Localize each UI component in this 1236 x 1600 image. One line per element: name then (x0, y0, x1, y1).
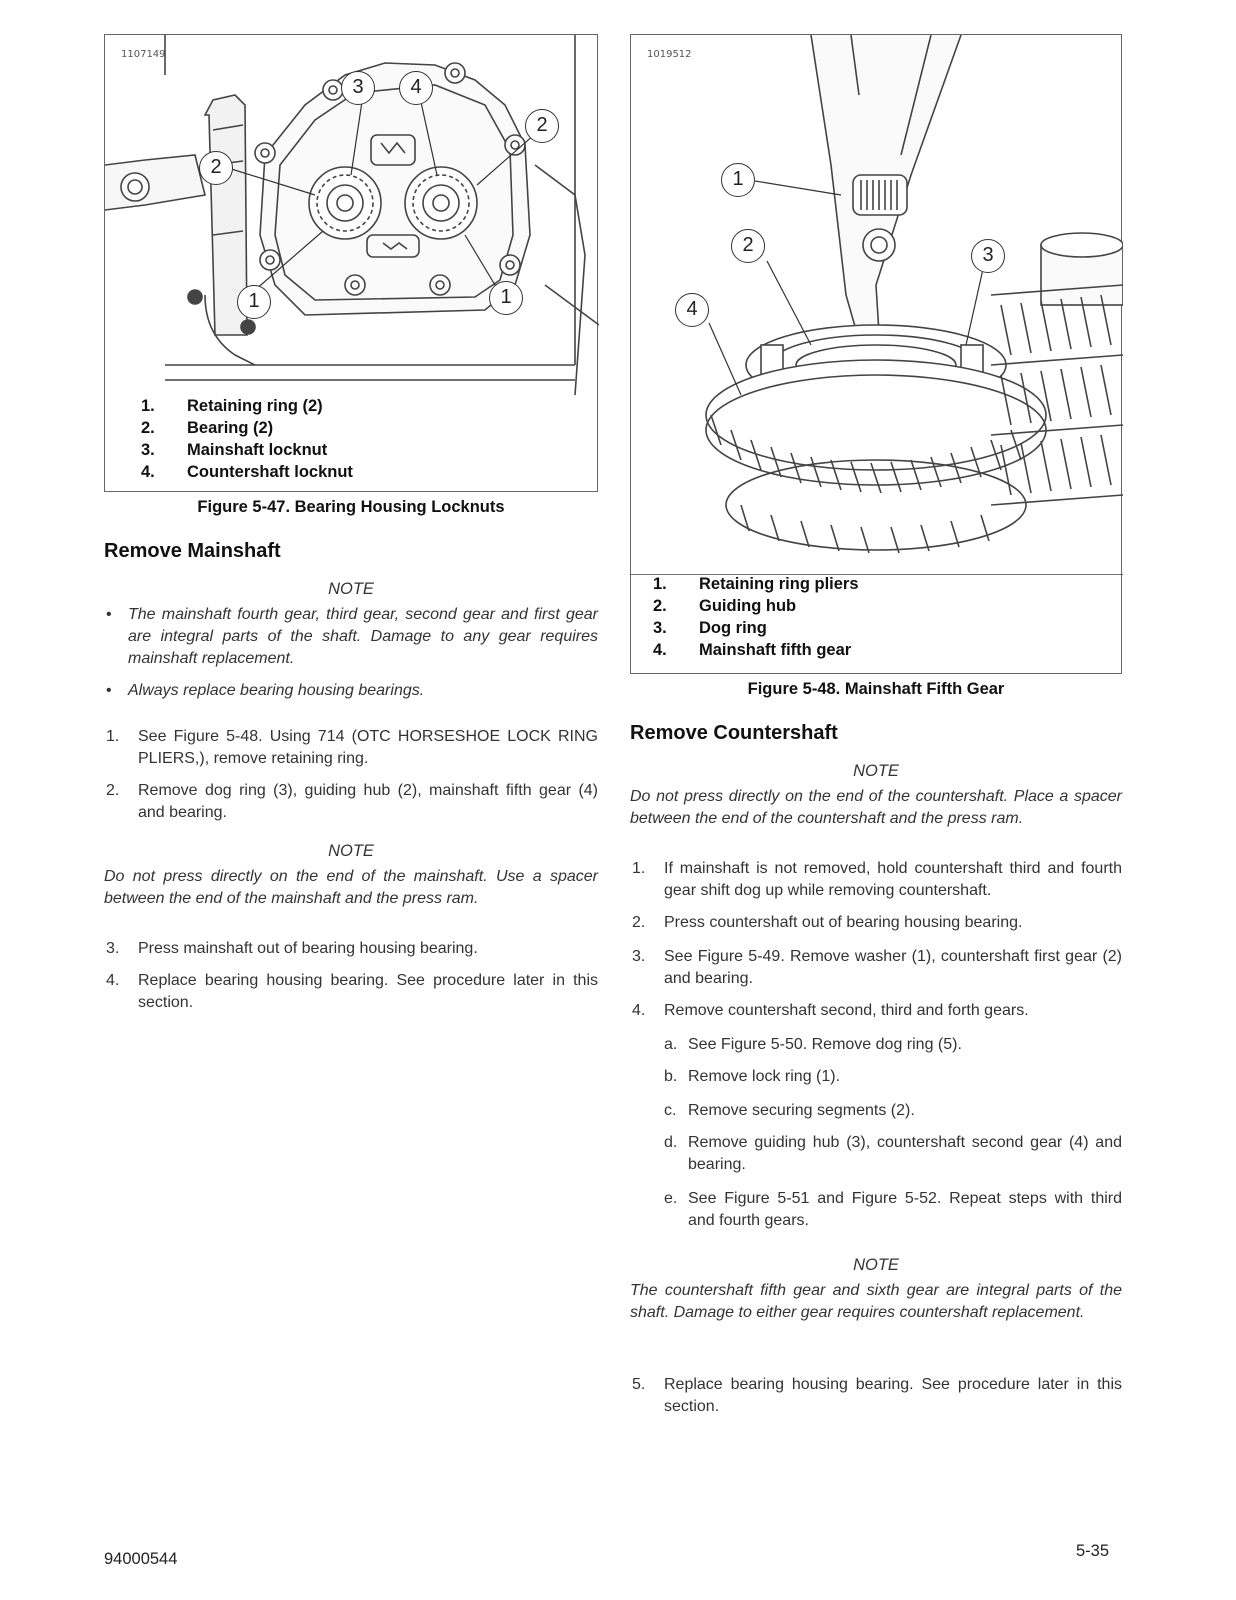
figure-5-47-legend (141, 395, 581, 483)
remove-countershaft-heading: Remove Countershaft (630, 722, 838, 744)
legend-item: 3. Mainshaft locknut (141, 441, 328, 459)
figure-id: 1019512 (647, 49, 692, 60)
page-number: 5-35 (1076, 1542, 1110, 1560)
legend-item: 2. Bearing (2) (141, 419, 274, 437)
step-item: 5. Replace bearing housing bearing. See procedure later in this section. (632, 1376, 1122, 1415)
step-item: 4. Remove countershaft second, third and forth gears. (632, 1002, 1029, 1019)
figure-id: 1107149 (121, 49, 166, 60)
note-bullet: • The mainshaft fourth gear, third gear, second gear and first gear are integral parts of the shaft. Damage to any gear requires mainshaft replacement. (106, 606, 598, 667)
legend-item: 1. Retaining ring (2) (141, 397, 323, 415)
note-title: NOTE (328, 842, 374, 860)
step-item: 4. Replace bearing housing bearing. See procedure later in this section. (106, 972, 598, 1011)
callout-2: 2 (731, 229, 765, 263)
figure-5-47 (104, 34, 598, 492)
callout-4: 4 (399, 71, 433, 105)
step-item: 3. Press mainshaft out of bearing housing bearing. (106, 940, 478, 957)
callout-1-right: 1 (489, 281, 523, 315)
legend-item: 3. Dog ring (653, 619, 767, 637)
callout-4: 4 (675, 293, 709, 327)
legend-item: 2. Guiding hub (653, 597, 797, 615)
figure-5-48 (630, 34, 1122, 674)
note-bullet: • Always replace bearing housing bearings. (106, 682, 425, 699)
document-number: 94000544 (104, 1550, 178, 1568)
substep-item: c. Remove securing segments (2). (664, 1102, 915, 1119)
figure-5-48-caption: Figure 5-48. Mainshaft Fifth Gear (747, 680, 1005, 698)
step-item: 1. See Figure 5-48. Using 714 (OTC HORSESHOE LOCK RING PLIERS,), remove retaining ring. (106, 728, 598, 767)
note-text: The countershaft fifth gear and sixth gear are integral parts of the shaft. Damage to either gear requires countershaft replacement. (630, 1282, 1122, 1321)
callout-3: 3 (971, 239, 1005, 273)
callout-2-right: 2 (525, 109, 559, 143)
callout-2-left: 2 (199, 151, 233, 185)
remove-mainshaft-heading: Remove Mainshaft (104, 540, 281, 562)
substep-item: a. See Figure 5-50. Remove dog ring (5). (664, 1036, 962, 1053)
step-item: 2. Remove dog ring (3), guiding hub (2), mainshaft fifth gear (4) and bearing. (106, 782, 598, 821)
callout-1-left: 1 (237, 285, 271, 319)
note-title: NOTE (853, 762, 899, 780)
step-item: 1. If mainshaft is not removed, hold countershaft third and fourth gear shift dog up while removing countershaft. (632, 860, 1122, 899)
legend-item: 1. Retaining ring pliers (653, 575, 859, 593)
legend-item: 4. Countershaft locknut (141, 463, 353, 481)
note-text: Do not press directly on the end of the countershaft. Place a spacer between the end of the countershaft and the press ram. (630, 788, 1122, 827)
step-item: 3. See Figure 5-49. Remove washer (1), countershaft first gear (2) and bearing. (632, 948, 1122, 987)
note-title: NOTE (328, 580, 374, 598)
step-item: 2. Press countershaft out of bearing housing bearing. (632, 914, 1023, 931)
substep-item: b. Remove lock ring (1). (664, 1068, 841, 1085)
figure-5-48-legend (653, 573, 1103, 661)
legend-item: 4. Mainshaft fifth gear (653, 641, 852, 659)
callout-3: 3 (341, 71, 375, 105)
note-text: Do not press directly on the end of the mainshaft. Use a spacer between the end of the mainshaft and the press ram. (104, 868, 598, 907)
substep-item: e. See Figure 5-51 and Figure 5-52. Repeat steps with third and fourth gears. (664, 1190, 1122, 1229)
callout-1: 1 (721, 163, 755, 197)
figure-5-47-caption: Figure 5-47. Bearing Housing Locknuts (197, 498, 505, 516)
note-title: NOTE (853, 1256, 899, 1274)
substep-item: d. Remove guiding hub (3), countershaft second gear (4) and bearing. (664, 1134, 1122, 1173)
